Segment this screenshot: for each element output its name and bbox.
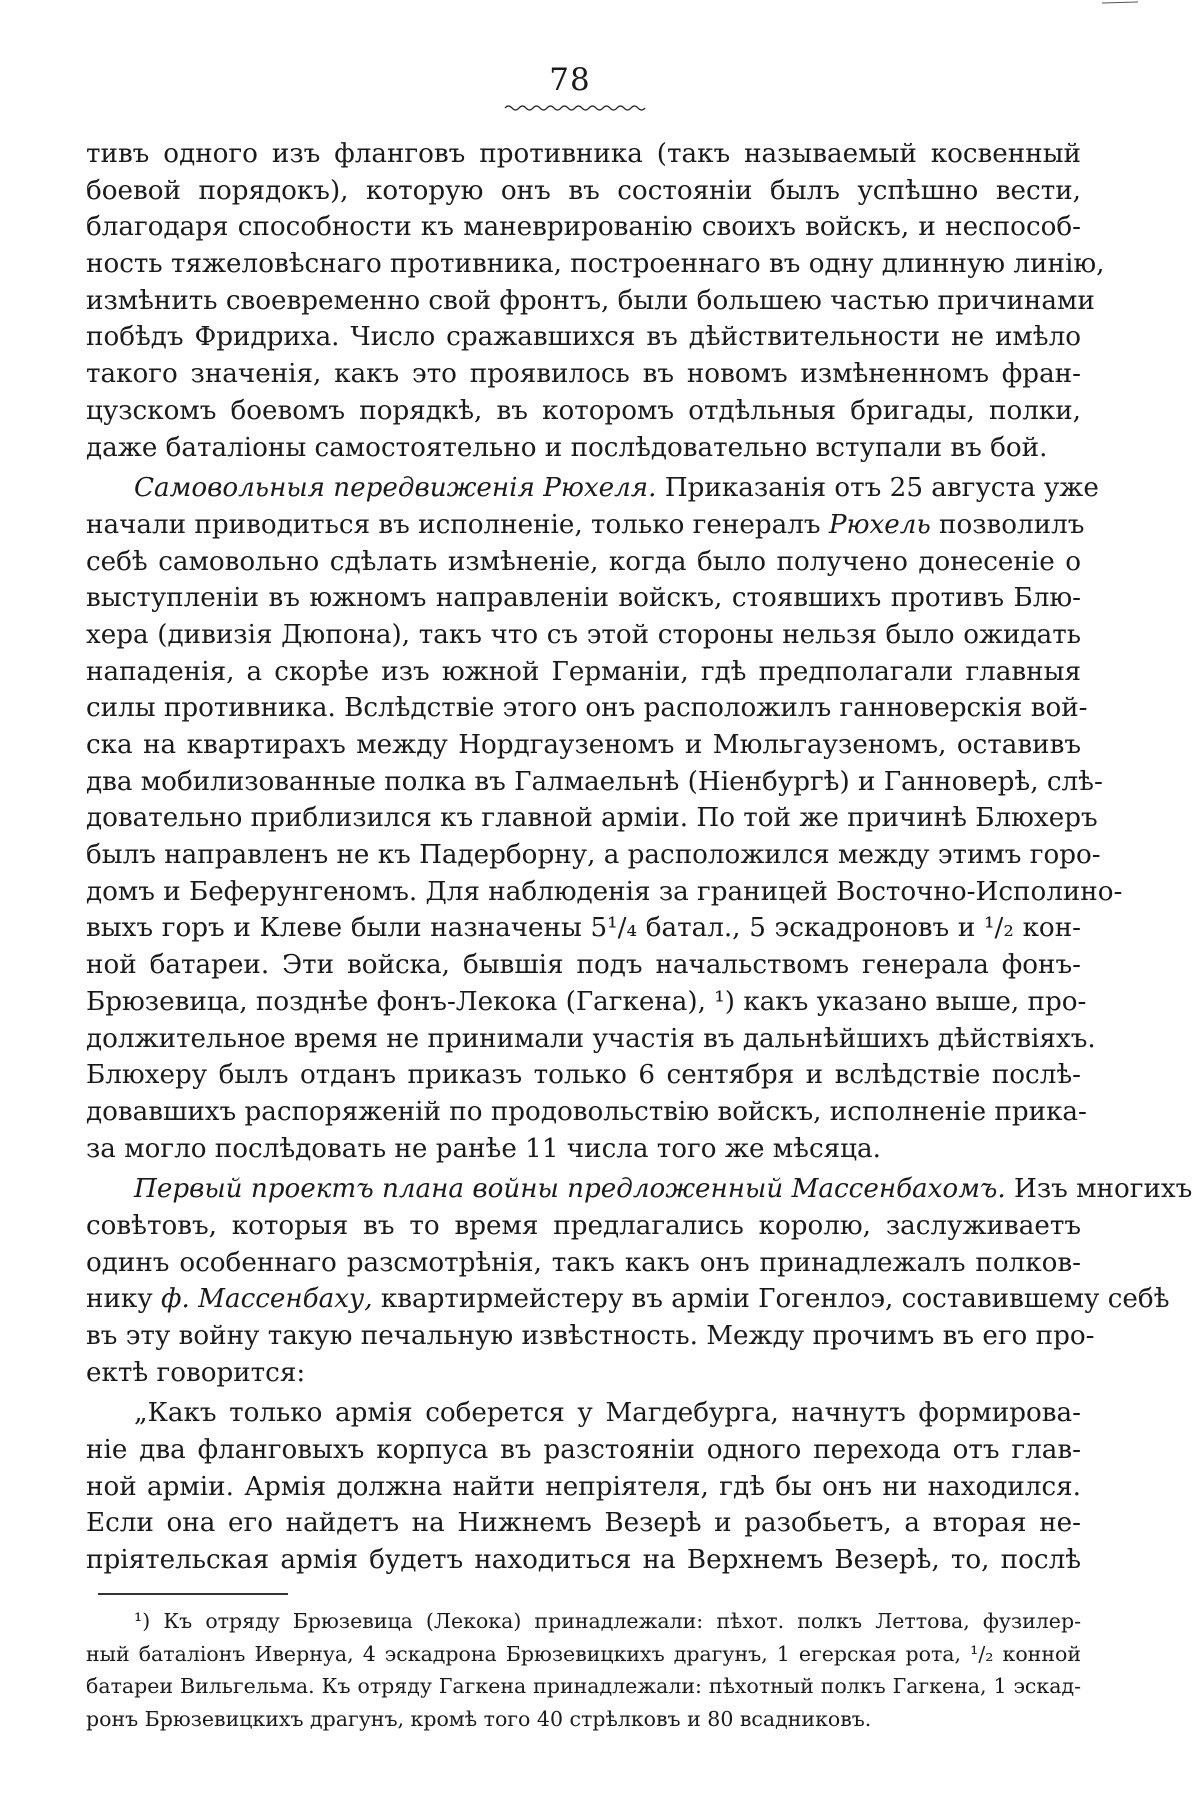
footnote bbox=[86, 1605, 1081, 1735]
text-line: такого значенія, какъ это проявилось въ новомъ измѣненномъ фран- bbox=[86, 359, 1081, 390]
text-line: боевой порядокъ), которую онъ въ состояніи былъ успѣшно вести, bbox=[86, 175, 1081, 206]
page-number: 78 bbox=[549, 62, 591, 98]
text-line: довавшихъ распоряженій по продовольствію войскъ, исполненіе прика- bbox=[86, 1096, 1087, 1127]
paragraph-1 bbox=[86, 136, 1105, 466]
text-line: благодаря способности къ маневрированію своихъ войскъ, и неспособ- bbox=[86, 212, 1081, 243]
text-line: Брюзевица, позднѣе фонъ-Лекока (Гагкена), ¹) какъ указано выше, про- bbox=[86, 986, 1087, 1017]
text-line: тивъ одного изъ фланговъ противника (такъ называемый косвенный bbox=[86, 139, 1081, 169]
footnote-line: ронъ Брюзевицкихъ драгунъ, кромѣ того 40 стрѣлковъ и 80 всадниковъ. bbox=[86, 1706, 872, 1731]
text-line: побѣдъ Фридриха. Число сражавшихся въ дѣйствительности не имѣло bbox=[86, 322, 1081, 353]
text-line: хера (дивизія Дюпона), такъ что съ этой стороны нельзя было ожидать bbox=[86, 619, 1081, 650]
text-line: нападенія, а скорѣе изъ южной Германіи, гдѣ предполагали главныя bbox=[86, 656, 1081, 687]
line-text: нику bbox=[86, 1284, 153, 1315]
text-line: даже баталіоны самостоятельно и послѣдовательно вступали въ бой. bbox=[86, 432, 1048, 463]
text-line: Блюхеру былъ отданъ приказъ только 6 сентября и вслѣдствіе послѣ- bbox=[86, 1060, 1081, 1091]
text-line: два мобилизованные полка въ Галмаельнѣ (Ніенбургѣ) и Ганноверѣ, слѣ- bbox=[86, 766, 1103, 797]
text-line: довательно приблизился къ главной арміи. По той же причинѣ Блюхеръ bbox=[86, 803, 1098, 834]
footnote-line: ¹) Къ отряду Брюзевица (Лекока) принадлежали: пѣхот. полкъ Леттова, фузилер- bbox=[134, 1609, 1081, 1633]
heading-line-rest: Приказанія отъ 25 августа уже bbox=[664, 473, 1099, 504]
text-line: „Какъ только армія соберется у Магдебурга, начнутъ формирова- bbox=[134, 1398, 1081, 1429]
text-line: цузскомъ боевомъ порядкѣ, въ которомъ отдѣльныя бригады, полки, bbox=[86, 395, 1081, 426]
text-line: себѣ самовольно сдѣлать измѣненіе, когда было получено донесеніе о bbox=[86, 546, 1081, 577]
text-line: ніе два фланговыхъ корпуса въ разстояніи одного перехода отъ глав- bbox=[86, 1435, 1081, 1466]
paragraph-4-quote bbox=[86, 1395, 1081, 1578]
text-line bbox=[86, 1171, 1192, 1208]
text-line: выступленіи въ южномъ направленіи войскъ, стоявшихъ противъ Блю- bbox=[86, 583, 1081, 614]
footnote-line: батареи Вильгельма. Къ отряду Гагкена принадлежали: пѣхотный полкъ Гагкена, 1 эскад- bbox=[86, 1674, 1081, 1698]
text-line: домъ и Беферунгеномъ. Для наблюденія за границей Восточно-Исполино- bbox=[86, 876, 1123, 907]
paragraph-2 bbox=[86, 470, 1123, 1167]
text-line bbox=[86, 1281, 1170, 1318]
inline-name: ф. Массенбаху, bbox=[161, 1284, 373, 1315]
text-line: пріятельская армія будетъ находиться на Верхнемъ Везерѣ, то, послѣ bbox=[86, 1545, 1081, 1576]
body-text bbox=[86, 136, 1192, 1579]
text-line: ска на квартирахъ между Нордгаузеномъ и Мюльгаузеномъ, оставивъ bbox=[86, 730, 1081, 760]
text-line: въ эту войну такую печальную извѣстность. Между прочимъ въ его про- bbox=[86, 1321, 1095, 1351]
text-line: одинъ особеннаго разсмотрѣнія, такъ какъ онъ принадлежалъ полков- bbox=[86, 1247, 1081, 1278]
section-heading: Первый проектъ плана войны предложенный Массенбахомъ. bbox=[134, 1174, 1006, 1205]
page-number-wavy-rule bbox=[505, 104, 647, 112]
heading-line-rest: Изъ многихъ bbox=[1014, 1174, 1192, 1205]
footnote-line: ный баталіонъ Ивернуа, 4 эскадрона Брюзевицкихъ драгунъ, 1 егерская рота, ¹/₂ конной bbox=[86, 1641, 1081, 1666]
text-line bbox=[86, 470, 1099, 507]
text-line: совѣтовъ, которыя въ то время предлагались королю, заслуживаетъ bbox=[86, 1210, 1081, 1241]
section-heading: Самовольныя передвиженія Рюхеля. bbox=[134, 473, 657, 504]
text-line: выхъ горъ и Клеве были назначены 5¹/₄ батал., 5 эскадроновъ и ¹/₂ кон- bbox=[86, 913, 1081, 944]
paragraph-3 bbox=[86, 1171, 1192, 1391]
line-text-rest: квартирмейстеру въ арміи Гогенлоэ, составившему себѣ bbox=[380, 1284, 1170, 1315]
text-line: былъ направленъ не къ Падерборну, а расположился между этимъ горо- bbox=[86, 840, 1101, 871]
line-text-rest: позволилъ bbox=[939, 509, 1085, 540]
line-text: начали приводиться въ исполненіе, только генералъ bbox=[86, 509, 821, 540]
text-line: за могло послѣдовать не ранѣе 11 числа того же мѣсяца. bbox=[86, 1133, 881, 1164]
text-line: ной батареи. Эти войска, бывшія подъ начальствомъ генерала фонъ- bbox=[86, 950, 1081, 981]
text-line: Если она его найдетъ на Нижнемъ Везерѣ и разобьетъ, а вторая не- bbox=[86, 1508, 1081, 1539]
scan-edge-mark bbox=[1100, 0, 1140, 10]
text-line: ной арміи. Армія должна найти непріятеля, гдѣ бы онъ ни находился. bbox=[86, 1471, 1081, 1502]
text-line bbox=[86, 507, 1085, 544]
text-line: силы противника. Вслѣдствіе этого онъ расположилъ ганноверскія вой- bbox=[86, 693, 1088, 724]
text-line: ность тяжеловѣснаго противника, построеннаго въ одну длинную линію, bbox=[86, 249, 1105, 280]
text-line: измѣнить своевременно свой фронтъ, были большею частью причинами bbox=[86, 285, 1095, 316]
inline-name: Рюхель bbox=[828, 509, 931, 540]
text-line: должительное время не принимали участія въ дальнѣйшихъ дѣйствіяхъ. bbox=[86, 1023, 1096, 1054]
text-line: ектѣ говорится: bbox=[86, 1357, 306, 1388]
footnote-divider bbox=[98, 1593, 288, 1597]
